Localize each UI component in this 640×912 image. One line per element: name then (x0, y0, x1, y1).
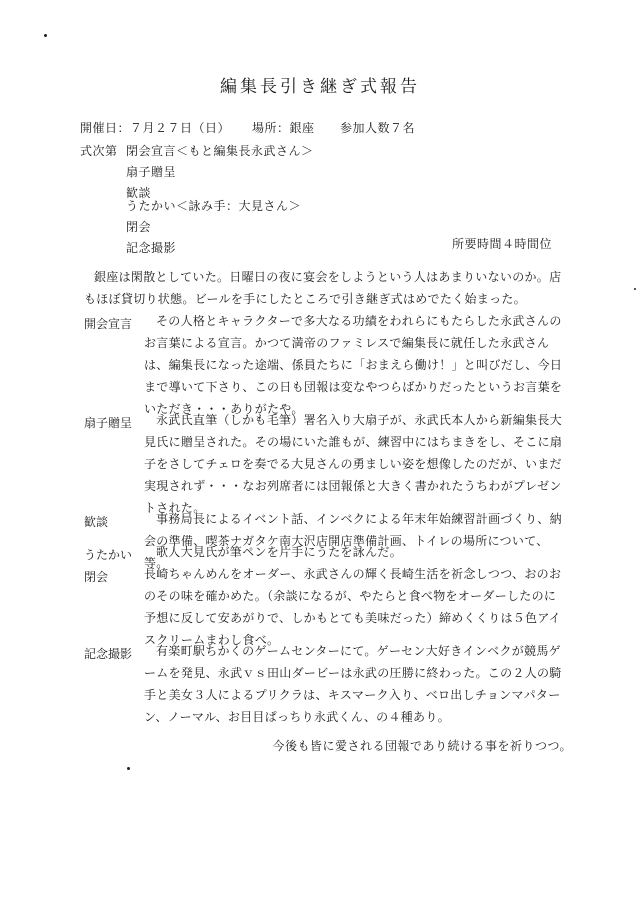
program-item: 歓談 (126, 186, 152, 200)
program-heading: 式次第 (80, 144, 118, 158)
section-label-opening: 開会宣言 (84, 317, 133, 331)
section-text-opening: その人格とキャラクターで多大なる功績をわれらにもたらした永武さんのお言葉による宣言。かつて満帝のファミレスで編集長に就任した永武さんは、編集長になった途端、係員たちに「おまえら働け！」と叫びだし、今日まで導いて下さり、この日も団報は変なやつらばかりだったというお言葉をいただき・・・ありがたや。 (144, 314, 563, 416)
section-text-chat: 事務局長によるイベント話、インベクによる年末年始練習計画づくり、納会の準備、喫茶ナガタケ南大沢店開店準備計画、トイレの場所について、等。 (144, 512, 562, 570)
section-text-closing: 長崎ちゃんめんをオーダー、永武さんの輝く長崎生活を祈念しつつ、おのおのその味を確かめた。（余談になるが、やたらと食べ物をオーダーしたのに予想に反して安あがりで、しかもとても美味だった）締めくくりは５色アイスクリームまわし食べ。 (144, 567, 562, 647)
closing-line: 今後も皆に愛される団報であり続ける事を祈りつつ。 (272, 739, 572, 753)
section-text-fan: 永武氏直筆（しかも毛筆）署名入り大扇子が、永武氏本人から新編集長大見氏に贈呈された。その場にいた誰もが、練習中にはちまきをし、そこに扇子をさしてチェロを奏でる大見さんの勇ましい姿を想像したのだが、いまだ実現されず・・・なお列席者には団報係と大きく書かれたうちわがプレゼントされた。 (144, 413, 563, 515)
scan-speck (634, 288, 636, 290)
section-label-fan: 扇子贈呈 (84, 416, 133, 430)
intro-paragraph: 銀座は閑散としていた。日曜日の夜に宴会をしようという人はあまりいないのか。店もほぼ貸切り状態。ビールを手にしたところで引き継ぎ式はめでたく始まった。 (84, 270, 562, 306)
event-place: 場所：銀座 (252, 121, 315, 135)
program-item: 記念撮影 (126, 241, 177, 255)
program-item: うたかい＜詠み手：大見さん＞ (126, 199, 302, 213)
program-item: 扇子贈呈 (126, 165, 177, 179)
event-date: 開催日：７月２７日（日） (80, 121, 231, 135)
document-title: 編集長引き継ぎ式報告 (220, 77, 420, 97)
attendee-count: 参加人数７名 (340, 121, 416, 135)
section-text-photo: 有楽町駅ちかくのゲームセンターにて。ゲーセン大好きインベクが競馬ゲームを発見、永武ｖｓ田山ダービーは永武の圧勝に終わった。この２人の騎手と美女３人によるプリクラは、キスマーク入り、ベロ出しチョンマパターン、ノーマル、お目目ぱっちり永武くん、の４種あり。 (144, 644, 562, 724)
duration-note: 所要時間４時間位 (452, 237, 553, 251)
scan-speck (44, 34, 47, 37)
scan-speck (127, 767, 130, 770)
section-label-chat: 歓談 (84, 515, 109, 529)
section-label-closing: 閉会 (84, 570, 109, 584)
section-text-poetry: 歌人大見氏が筆ペンを片手にうたを詠んだ。 (156, 545, 403, 559)
program-item: 閉会宣言＜もと編集長永武さん＞ (126, 144, 314, 158)
section-label-photo: 記念撮影 (84, 647, 133, 661)
section-label-poetry: うたかい (84, 548, 133, 562)
program-item: 閉会 (126, 220, 152, 234)
